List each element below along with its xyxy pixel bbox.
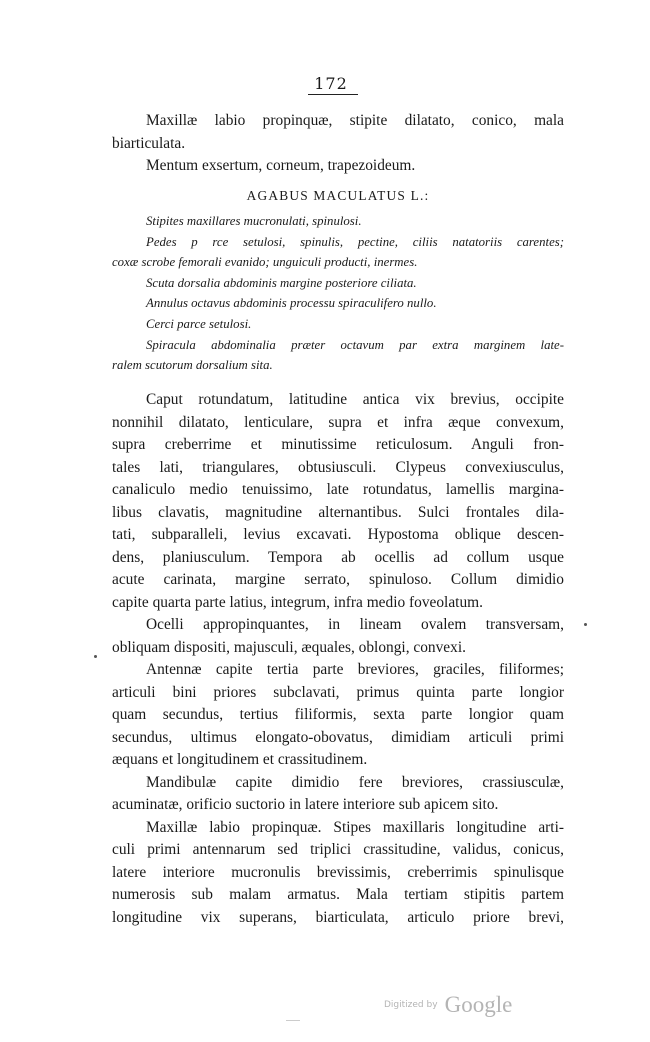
text-line: numerosis sub malam armatus. Mala tertiam stipitis partem [112, 886, 564, 903]
text-line: acuminatæ, orificio suctorio in latere interiore sub apicem sito. [112, 796, 499, 813]
text-line: Maxillæ labio propinquæ, stipite dilatato, conico, mala [146, 112, 564, 129]
diagnosis-line: coxæ scrobe femorali evanido; unguiculi producti, inermes. [112, 255, 418, 270]
text-line: supra creberrime et minutissime reticulosum. Anguli fron- [112, 436, 564, 453]
text-line: Ocelli appropinquantes, in lineam ovalem transversam, [146, 616, 564, 633]
diagnosis-line: Cerci parce setulosi. [146, 316, 252, 331]
digitized-watermark [384, 992, 534, 1022]
text-line: tati, subparalleli, levius excavati. Hypostoma oblique descen- [112, 526, 564, 543]
main-text [112, 389, 564, 929]
text-line: biarticulata. [112, 134, 186, 152]
species-heading: AGABUS MACULATUS L.: [246, 188, 430, 203]
footer-mark [286, 1020, 300, 1021]
diagnosis-line: Stipites maxillares mucronulati, spinulosi. [146, 214, 362, 228]
speck-mark [584, 623, 587, 626]
page-number-rule [308, 94, 358, 95]
text-line: canaliculo medio tenuissimo, late rotundatus, lamellis margina- [112, 481, 564, 498]
diagnosis-line: Pedes p rce setulosi, spinulis, pectine, ciliis natatoriis carentes; [146, 234, 564, 249]
text-line: acute carinata, margine serrato, spinuloso. Collum dimidio [112, 571, 564, 588]
text-line: libus clavatis, magnitudine alternantibus. Sulci frontales dila- [112, 503, 564, 521]
text-line: culi primi antennarum sed triplici crassitudine, validus, conicus, [112, 841, 564, 858]
speck-mark [94, 655, 97, 658]
text-line: quam secundus, tertius filiformis, sexta parte longior quam [112, 706, 564, 723]
text-line: æquans et longitudinem et crassitudinem. [112, 751, 368, 768]
text-line: capite quarta parte latius, integrum, infra medio foveolatum. [112, 593, 483, 611]
text-line: Mentum exsertum, corneum, trapezoideum. [146, 157, 416, 174]
diagnosis-line: Scuta dorsalia abdominis margine posteriore ciliata. [146, 275, 417, 290]
text-line: Maxillæ labio propinquæ. Stipes maxillaris longitudine arti- [146, 818, 564, 836]
text-line: longitudine vix superans, biarticulata, articulo priore brevi, [112, 908, 564, 926]
diagnosis-line: Spiracula abdominalia præter octavum par extra marginem late- [146, 337, 564, 352]
diagnosis-block [112, 211, 564, 376]
text-line: obliquam dispositi, majusculi, æquales, oblongi, convexi. [112, 638, 466, 656]
diagnosis-line: ralem scutorum dorsalium sita. [112, 358, 273, 373]
text-line: articuli bini priores subclavati, primus quinta parte longior [112, 683, 564, 701]
top-paragraph [112, 110, 564, 178]
text-line: Antennæ capite tertia parte breviores, graciles, filiformes; [146, 661, 564, 678]
diagnosis-line: Annulus octavus abdominis processu spiraculifero nullo. [146, 296, 437, 311]
text-line: tales lati, triangulares, obtusiusculi. Clypeus convexiusculus, [112, 458, 564, 476]
text-line: secundus, ultimus elongato-obovatus, dimidiam articuli primi [112, 728, 564, 746]
text-line: dens, planiusculum. Tempora ab ocellis ad collum usque [112, 548, 564, 566]
google-logo: Google [444, 992, 513, 1017]
page-number: 172 [314, 74, 348, 93]
text-line: latere interiore mucronulis brevissimis, creberrimis spinulisque [112, 863, 564, 881]
watermark-caption: Digitized by [384, 1000, 438, 1010]
text-line: Mandibulæ capite dimidio fere breviores, crassiusculæ, [146, 773, 564, 791]
text-line: Caput rotundatum, latitudine antica vix brevius, occipite [146, 391, 564, 408]
text-line: nonnihil dilatato, lenticulare, supra et infra æque convexum, [112, 413, 564, 431]
